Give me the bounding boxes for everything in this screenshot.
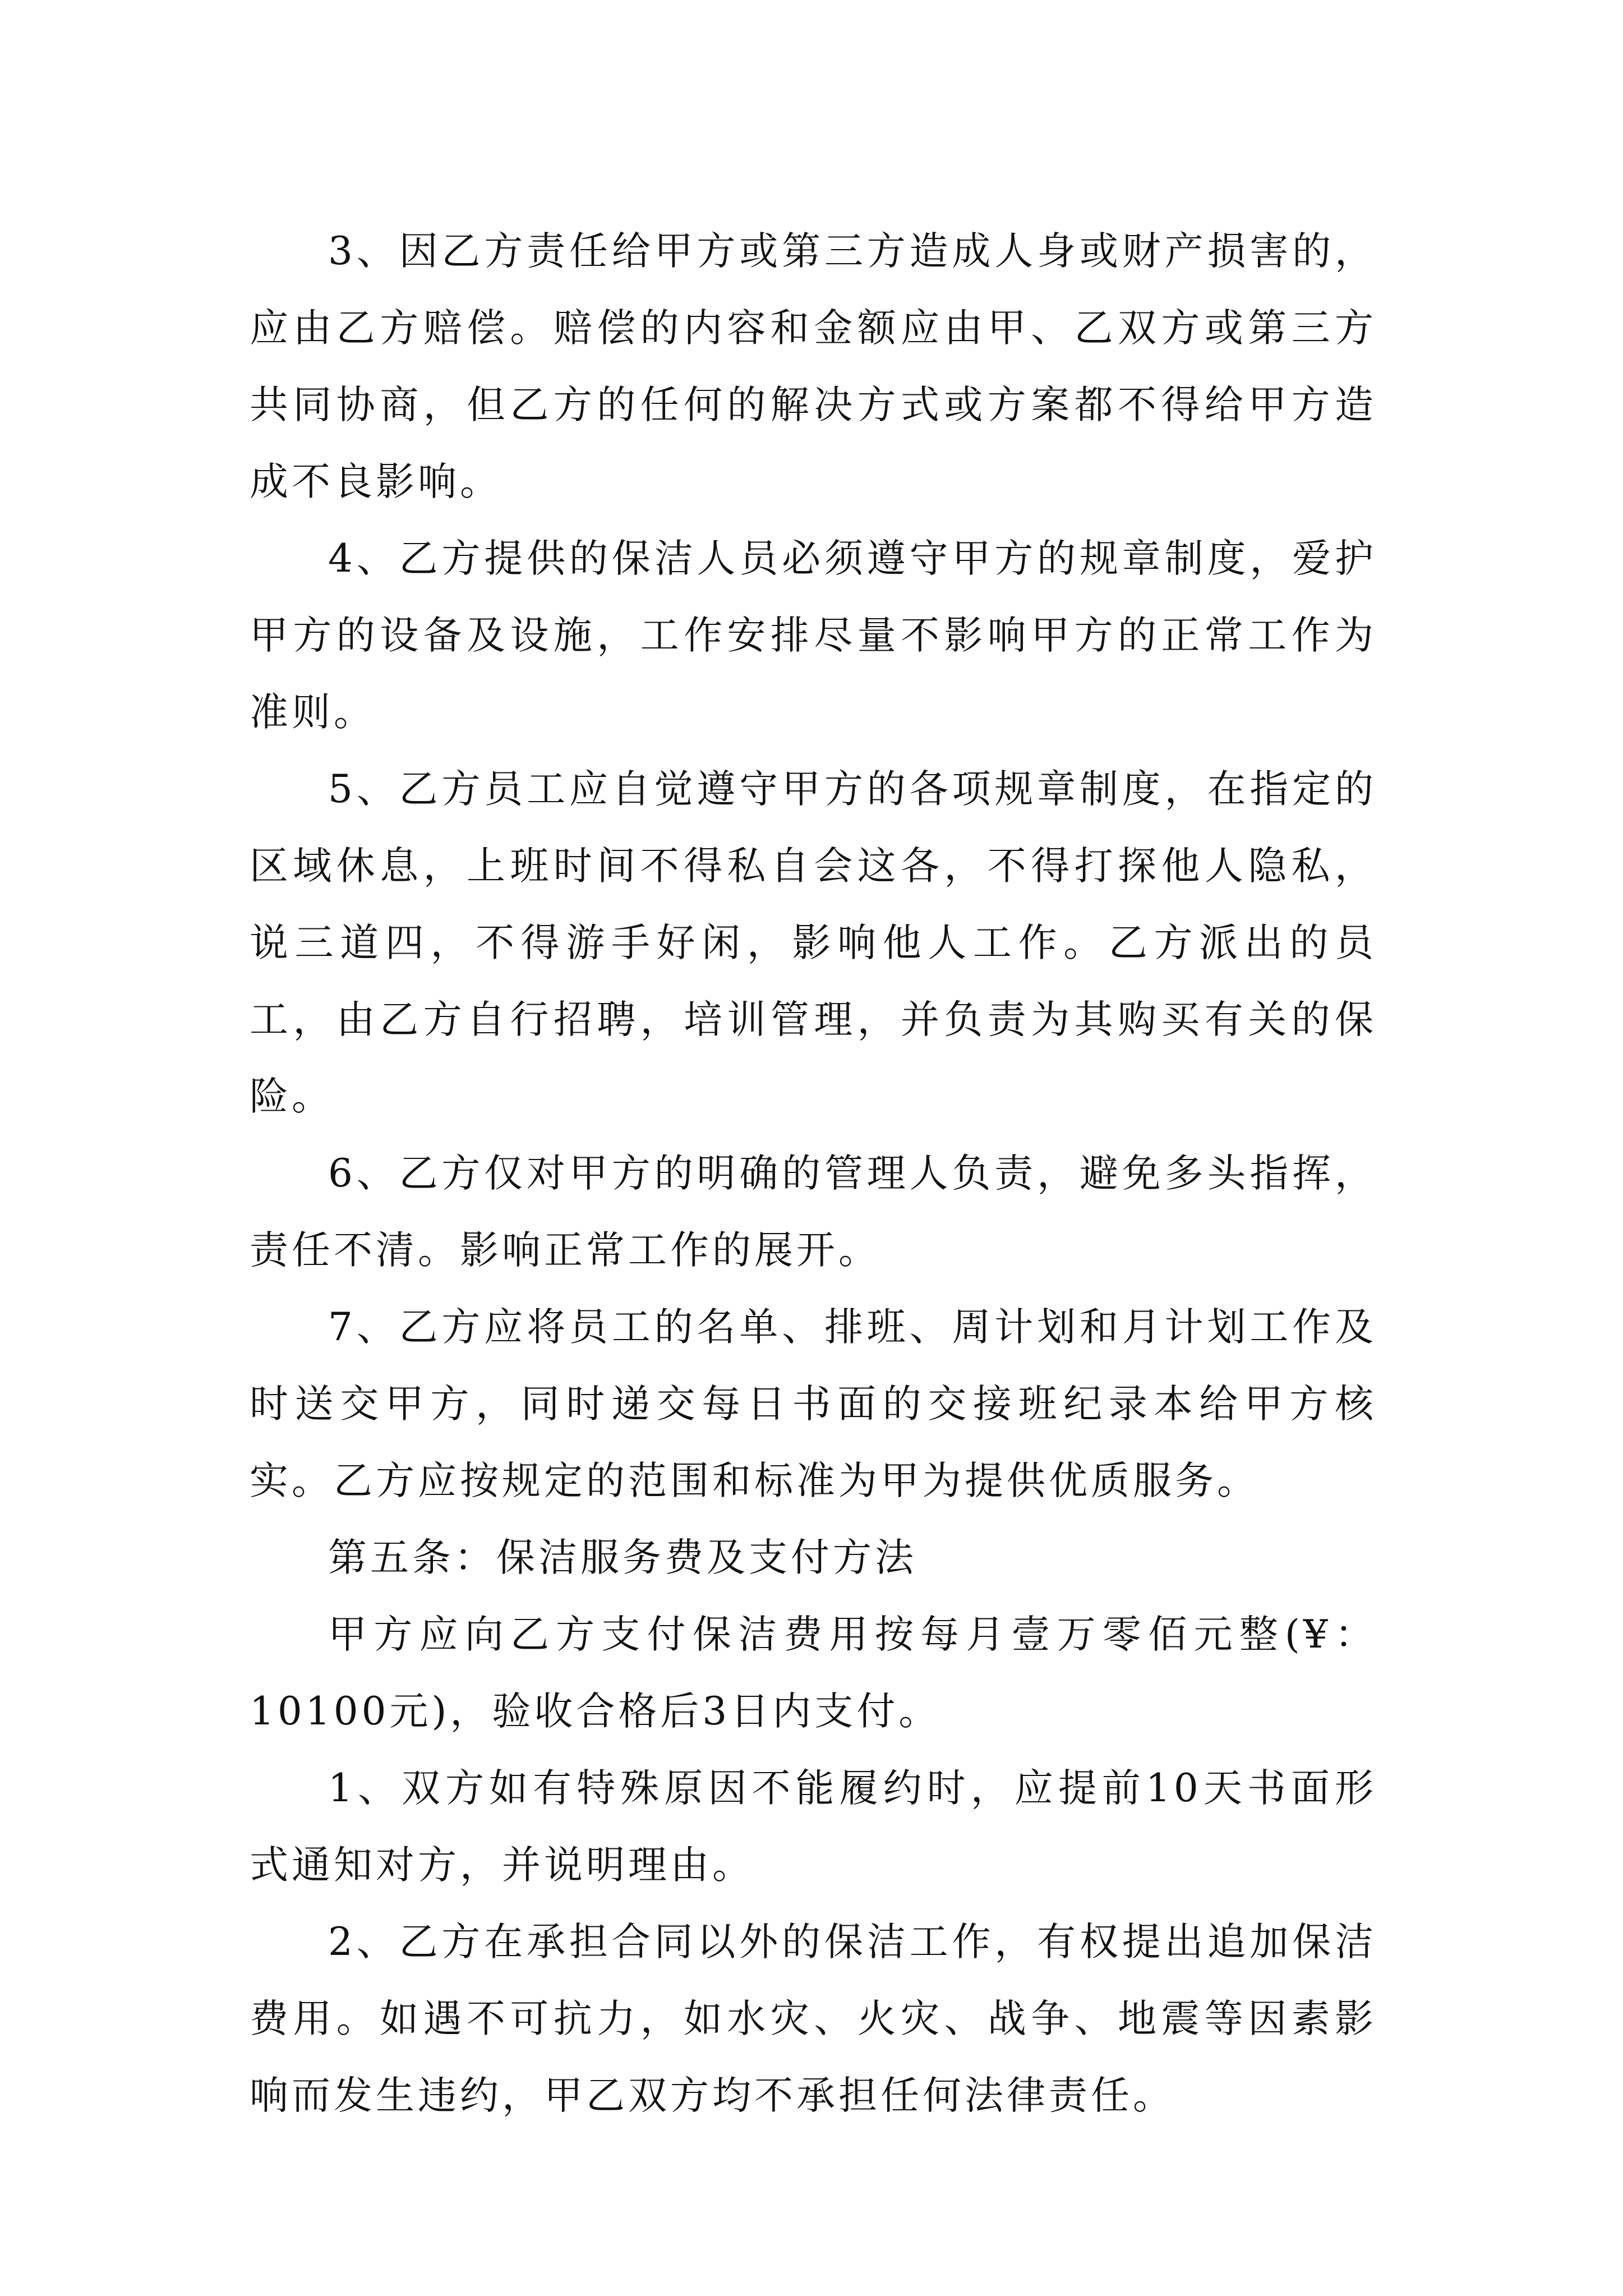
payment-paragraph: 甲方应向乙方支付保洁费用按每月壹万零佰元整(¥：10100元)，验收合格后3日内支付。 (250, 1612, 1377, 1734)
clause-5-paragraph: 5、乙方员工应自觉遵守甲方的各项规章制度，在指定的区域休息，上班时间不得私自会这各，不得打探他人隐私，说三道四，不得游手好闲，影响他人工作。乙方派出的员工，由乙方自行招聘，培训管理，并负责为其购买有关的保险。 (250, 767, 1377, 1119)
payment-clause-1-paragraph: 1、双方如有特殊原因不能履约时，应提前10天书面形式通知对方，并说明理由。 (250, 1766, 1377, 1888)
document-body (250, 213, 1377, 2134)
payment-clause-2-paragraph: 2、乙方在承担合同以外的保洁工作，有权提出追加保洁费用。如遇不可抗力，如水灾、火灾、战争、地震等因素影响而发生违约，甲乙双方均不承担任何法律责任。 (250, 1920, 1377, 2118)
article-5-heading: 第五条：保洁服务费及支付方法 (328, 1535, 917, 1580)
clause-6-paragraph: 6、乙方仅对甲方的明确的管理人负责，避免多头指挥，责任不清。影响正常工作的展开。 (250, 1151, 1377, 1273)
clause-3-paragraph: 3、因乙方责任给甲方或第三方造成人身或财产损害的，应由乙方赔偿。赔偿的内容和金额应由甲、乙双方或第三方共同协商，但乙方的任何的解决方式或方案都不得给甲方造成不良影响。 (250, 229, 1377, 504)
clause-7-paragraph: 7、乙方应将员工的名单、排班、周计划和月计划工作及时送交甲方，同时递交每日书面的交接班纪录本给甲方核实。乙方应按规定的范围和标准为甲为提供优质服务。 (250, 1305, 1377, 1503)
clause-4-paragraph: 4、乙方提供的保洁人员必须遵守甲方的规章制度，爱护甲方的设备及设施，工作安排尽量不影响甲方的正常工作为准则。 (250, 536, 1377, 735)
